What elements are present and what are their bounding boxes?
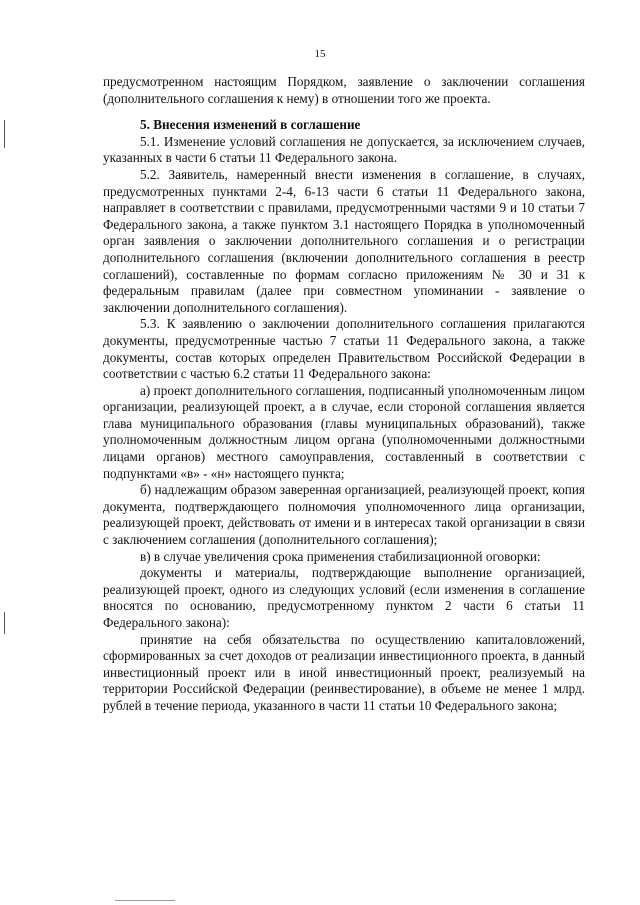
subitem-a: а) проект дополнительного соглашения, подписанный уполномоченным лицом организации, реализующей проект, а в случае, если стороной соглашения является глава муниципального образования (главы муниципальных образований), также уполномоченным должностным лицом органа (уполномоченными должностными лицами органов) местного самоуправления, составленный в соответствии с подпунктами «в» - «н» настоящего пункта; (103, 382, 585, 481)
page-number: 15 (314, 48, 326, 60)
paragraph-5-2: 5.2. Заявитель, намеренный внести изменения в соглашение, в случаях, предусмотренных пунктами 2-4, 6-13 части 6 статьи 11 Федерального закона, направляет в соответствии с правилами, предусмотренными частями 9 и 10 статьи 7 Федерального закона, а также пунктом 3.1 настоящего Порядка в уполномоченный орган заявления о заключении дополнительного соглашения и о регистрации дополнительного соглашения (включении дополнительного соглашения в реестр соглашений), составленные по формам согласно приложениям № 30 и 31 к федеральным правилам (далее при совместном упоминании - заявление о заключении дополнительного соглашения). (103, 166, 585, 315)
subitem-b: б) надлежащим образом заверенная организацией, реализующей проект, копия документа, подтверждающего полномочия уполномоченного лица организации, реализующей проект, действовать от имени и в интересах такой организации в связи с заключением соглашения (дополнительного соглашения); (103, 482, 585, 548)
document-body (103, 74, 585, 715)
section-heading: 5. Внесения изменений в соглашение (140, 117, 361, 133)
paragraph-5-3: 5.3. К заявлению о заключении дополнительного соглашения прилагаются документы, предусмотренные частью 7 статьи 11 Федерального закона, а также документы, состав которых определен Правительством Российской Федерации в соответствии с частью 6.2 статьи 11 Федерального закона: (103, 316, 585, 382)
documents-paragraph: документы и материалы, подтверждающие выполнение организацией, реализующей проект, одного из следующих условий (если изменения в соглашение вносятся по основанию, предусмотренному пунктом 2 части 6 статьи 11 Федерального закона): (103, 565, 585, 630)
intro-paragraph: предусмотренном настоящим Порядком, заявление о заключении соглашения (дополнительного соглашения к нему) в отношении того же проекта. (103, 74, 585, 106)
scan-bottom-line (115, 900, 175, 901)
reinvestment-paragraph: принятие на себя обязательства по осуществлению капиталовложений, сформированных за счет доходов от реализации инвестиционного проекта, в данный инвестиционный проект или в иной инвестиционный проект, реализуемый на территории Российской Федерации (реинвестирование), в объеме не менее 1 млрд. рублей в течение периода, указанного в части 11 статьи 10 Федерального закона; (103, 631, 585, 713)
subitem-v: в) в случае увеличения срока применения стабилизационной оговорки: (140, 548, 541, 564)
scan-edge-mark (4, 612, 5, 634)
scan-edge-mark (4, 120, 5, 148)
paragraph-5-1: 5.1. Изменение условий соглашения не допускается, за исключением случаев, указанных в части 6 статьи 11 Федерального закона. (103, 133, 585, 166)
